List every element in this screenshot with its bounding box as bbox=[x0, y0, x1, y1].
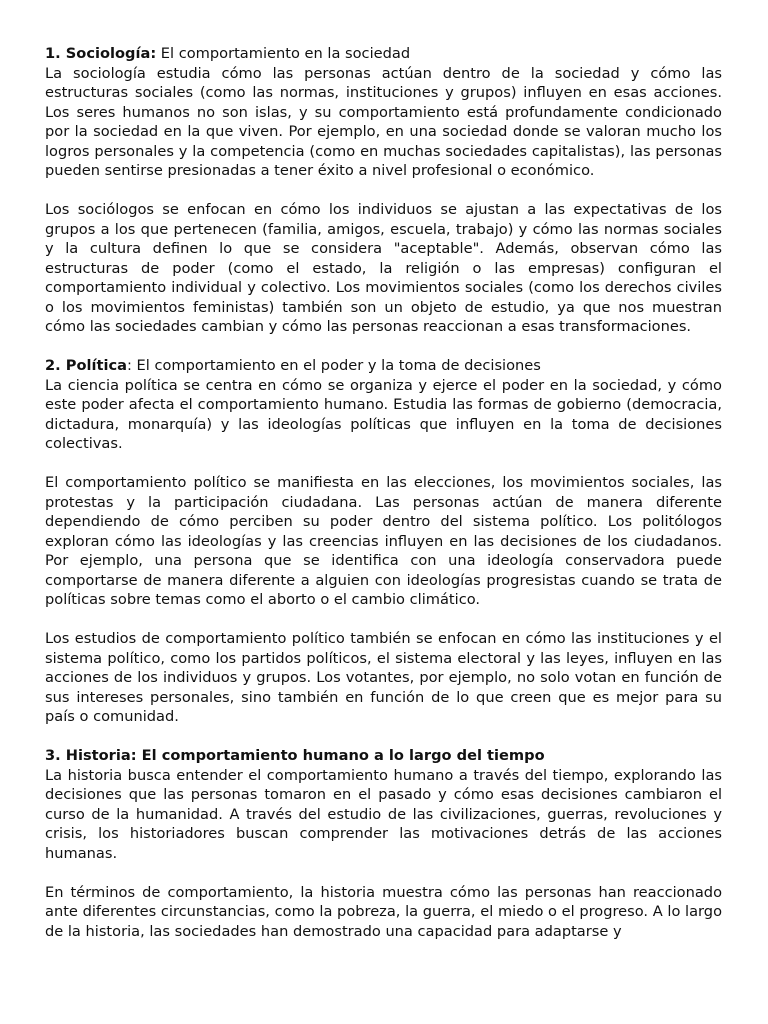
paragraph-spacer bbox=[45, 181, 722, 201]
paragraph: La sociología estudia cómo las personas actúan dentro de la sociedad y cómo las estructuras sociales (como las normas, instituciones y grupos) influyen en esas acciones. Los seres humanos no son islas, y su comportamiento está profundamente condicionado por la sociedad en la que viven. Por ejemplo, en una sociedad donde se valoran mucho los logros personales y la competencia (como en muchas sociedades capitalistas), las personas pueden sentirse presionadas a tener éxito a nivel profesional o económico. bbox=[45, 64, 722, 179]
paragraph: Los estudios de comportamiento político también se enfocan en cómo las instituciones y el sistema político, como los partidos políticos, el sistema electoral y las leyes, influyen en las acciones de los individuos y grupos. Los votantes, por ejemplo, no solo votan en función de sus intereses personales, sino también en función de lo que creen que es mejor para su país o comunidad. bbox=[45, 630, 722, 725]
heading-bold: 2. Política bbox=[45, 357, 127, 374]
paragraph: Los sociólogos se enfocan en cómo los individuos se ajustan a las expectativas de los grupos a los que pertenecen (familia, amigos, escuela, trabajo) y cómo las normas sociales y la cultura definen lo que se considera "aceptable". Además, observan cómo las estructuras de poder (como el estado, la religión o las empresas) configuran el comportamiento individual y colectivo. Los movimientos sociales (como los derechos civiles o los movimientos feministas) también son un objeto de estudio, ya que nos muestran cómo las sociedades cambian y cómo las personas reaccionan a esas transformaciones. bbox=[45, 201, 722, 335]
heading-bold: 1. Sociología: bbox=[45, 45, 157, 62]
paragraph: En términos de comportamiento, la historia muestra cómo las personas han reaccionado ante diferentes circunstancias, como la pobreza, la guerra, el miedo o el progreso. A lo largo de la historia, las sociedades han demostrado una capacidad para adaptarse y bbox=[45, 883, 722, 940]
paragraph-spacer bbox=[45, 454, 722, 474]
paragraph-spacer bbox=[45, 610, 722, 630]
paragraph: La historia busca entender el comportamiento humano a través del tiempo, explorando las decisiones que las personas tomaron en el pasado y cómo esas decisiones cambiaron el curso de la humanidad. A través del estudio de las civilizaciones, guerras, revoluciones y crisis, los historiadores buscan comprender las motivaciones detrás de las acciones humanas. bbox=[45, 766, 722, 862]
section-heading-politica bbox=[45, 356, 722, 376]
heading-rest: El comportamiento en la sociedad bbox=[156, 45, 411, 62]
paragraph-spacer bbox=[45, 727, 722, 747]
paragraph: El comportamiento político se manifiesta en las elecciones, los movimientos sociales, las protestas y la participación ciudadana. Las personas actúan de manera diferente dependiendo de cómo perciben su poder dentro del sistema político. Los politólogos exploran cómo las ideologías y las creencias influyen en las decisiones de los ciudadanos. Por ejemplo, una persona que se identifica con una ideología conservadora puede comportarse de manera diferente a alguien con ideologías progresistas cuando se trata de políticas sobre temas como el aborto o el cambio climático. bbox=[45, 474, 722, 608]
paragraph-spacer bbox=[45, 337, 722, 357]
heading-rest: : El comportamiento en el poder y la toma de decisiones bbox=[126, 357, 541, 374]
section-heading-sociologia bbox=[45, 44, 722, 64]
section-heading-historia bbox=[45, 746, 722, 766]
heading-bold: 3. Historia: El comportamiento humano a lo largo del tiempo bbox=[45, 747, 545, 764]
paragraph-spacer bbox=[45, 863, 722, 883]
paragraph: La ciencia política se centra en cómo se organiza y ejerce el poder en la sociedad, y cómo este poder afecta el comportamiento humano. Estudia las formas de gobierno (democracia, dictadura, monarquía) y las ideologías políticas que influyen en la toma de decisiones colectivas. bbox=[45, 376, 722, 452]
